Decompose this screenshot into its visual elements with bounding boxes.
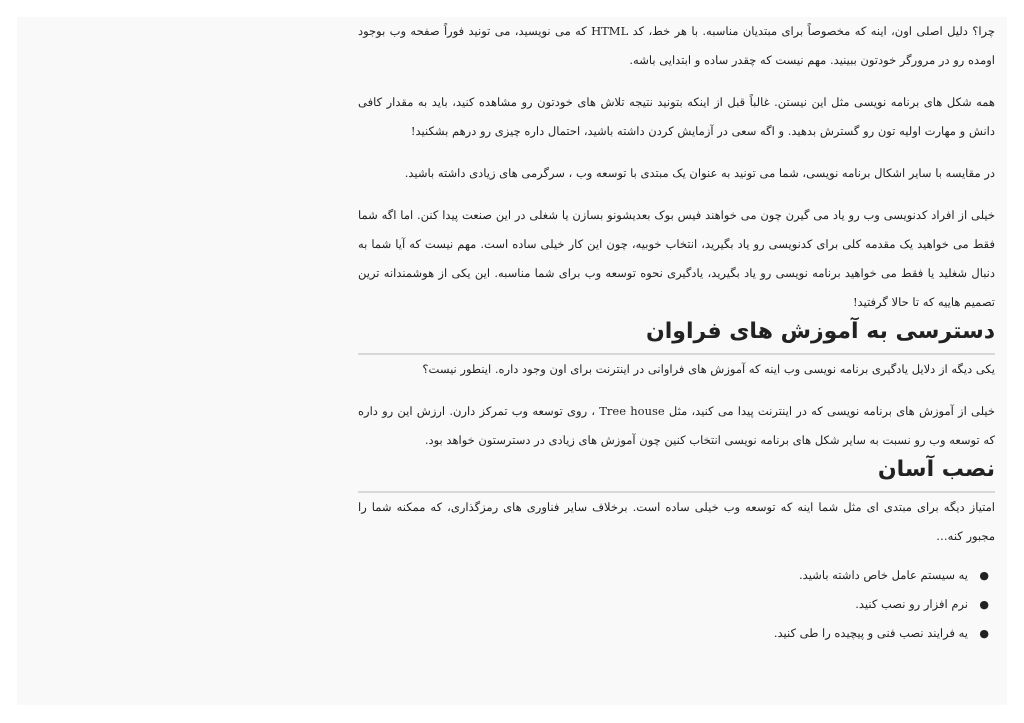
list-item-text: یه فرایند نصب فنی و پیچیده را طی کنید. bbox=[773, 626, 968, 640]
list-item bbox=[358, 561, 989, 590]
install-requirements-list bbox=[358, 561, 995, 648]
intro-paragraph-3: در مقایسه با سایر اشکال برنامه نویسی، شما می تونید به عنوان یک مبتدی با توسعه وب ، سرگرمی های زیادی داشته باشید. bbox=[404, 166, 995, 180]
list-item-text: نرم افزار رو نصب کنید. bbox=[855, 597, 968, 611]
section-heading-install: نصب آسان bbox=[358, 455, 995, 493]
bullet-icon: ● bbox=[979, 627, 989, 640]
list-item bbox=[358, 619, 989, 648]
bullet-icon: ● bbox=[979, 598, 989, 611]
article-content bbox=[358, 17, 995, 648]
access-paragraph-2: خیلی از آموزش های برنامه نویسی که در اینترنت پیدا می کنید، مثل Tree house ، روی توسعه وب تمرکز دارن. ارزش این رو داره که توسعه وب رو نسبت به سایر شکل های برنامه نویسی انتخاب کنین چون آموزش های زیادی در دسترستون خواهد بود. bbox=[358, 404, 995, 447]
intro-paragraph-2: همه شکل های برنامه نویسی مثل این نیستن. غالباً قبل از اینکه بتونید نتیجه تلاش های خودتون رو مشاهده کنید، باید به مقدار کافی دانش و مهارت اولیه تون رو گسترش بدهید. و اگه سعی در آزمایش کردن داشته باشید، احتمال داره چیزی رو درهم بشکنید! bbox=[358, 95, 995, 138]
install-paragraph: امتیاز دیگه برای مبتدی ای مثل شما اینه که توسعه وب خیلی ساده است. برخلاف سایر فناوری های رمزگذاری، که ممکنه شما را مجبور کنه… bbox=[358, 500, 995, 543]
intro-paragraph-4: خیلی از افراد کدنویسی وب رو یاد می گیرن چون می خواهند فیس بوک بعدیشونو بسازن یا شغلی در این صنعت پیدا کنن. اما اگه شما فقط می خواهید یک مقدمه کلی برای کدنویسی رو یاد بگیرید، انتخاب خوبیه، چون این کار خیلی ساده است. مهم نیست که آیا شما به دنبال شغلید یا فقط می خواهید برنامه نویسی رو یاد بگیرید، یادگیری نحوه توسعه وب برای شما مناسبه. این یکی از هوشمندانه ترین تصمیم هاییه که تا حالا گرفتید! bbox=[358, 208, 995, 309]
bullet-icon: ● bbox=[979, 569, 989, 582]
section-heading-access: دسترسی به آموزش های فراوان bbox=[358, 317, 995, 355]
intro-paragraph-1: چرا؟ دلیل اصلی اون، اینه که مخصوصاً برای مبتدیان مناسبه. با هر خط، کد HTML که می نویسید، می تونید فوراً صفحه وب بوجود اومده رو در مرورگر خودتون ببینید. مهم نیست که چقدر ساده و ابتدایی باشه. bbox=[358, 24, 995, 67]
list-item-text: یه سیستم عامل خاص داشته باشید. bbox=[799, 568, 968, 582]
list-item bbox=[358, 590, 989, 619]
access-paragraph-1: یکی دیگه از دلایل یادگیری برنامه نویسی وب اینه که آموزش های فراوانی در اینترنت برای اون وجود داره. اینطور نیست؟ bbox=[422, 362, 995, 376]
